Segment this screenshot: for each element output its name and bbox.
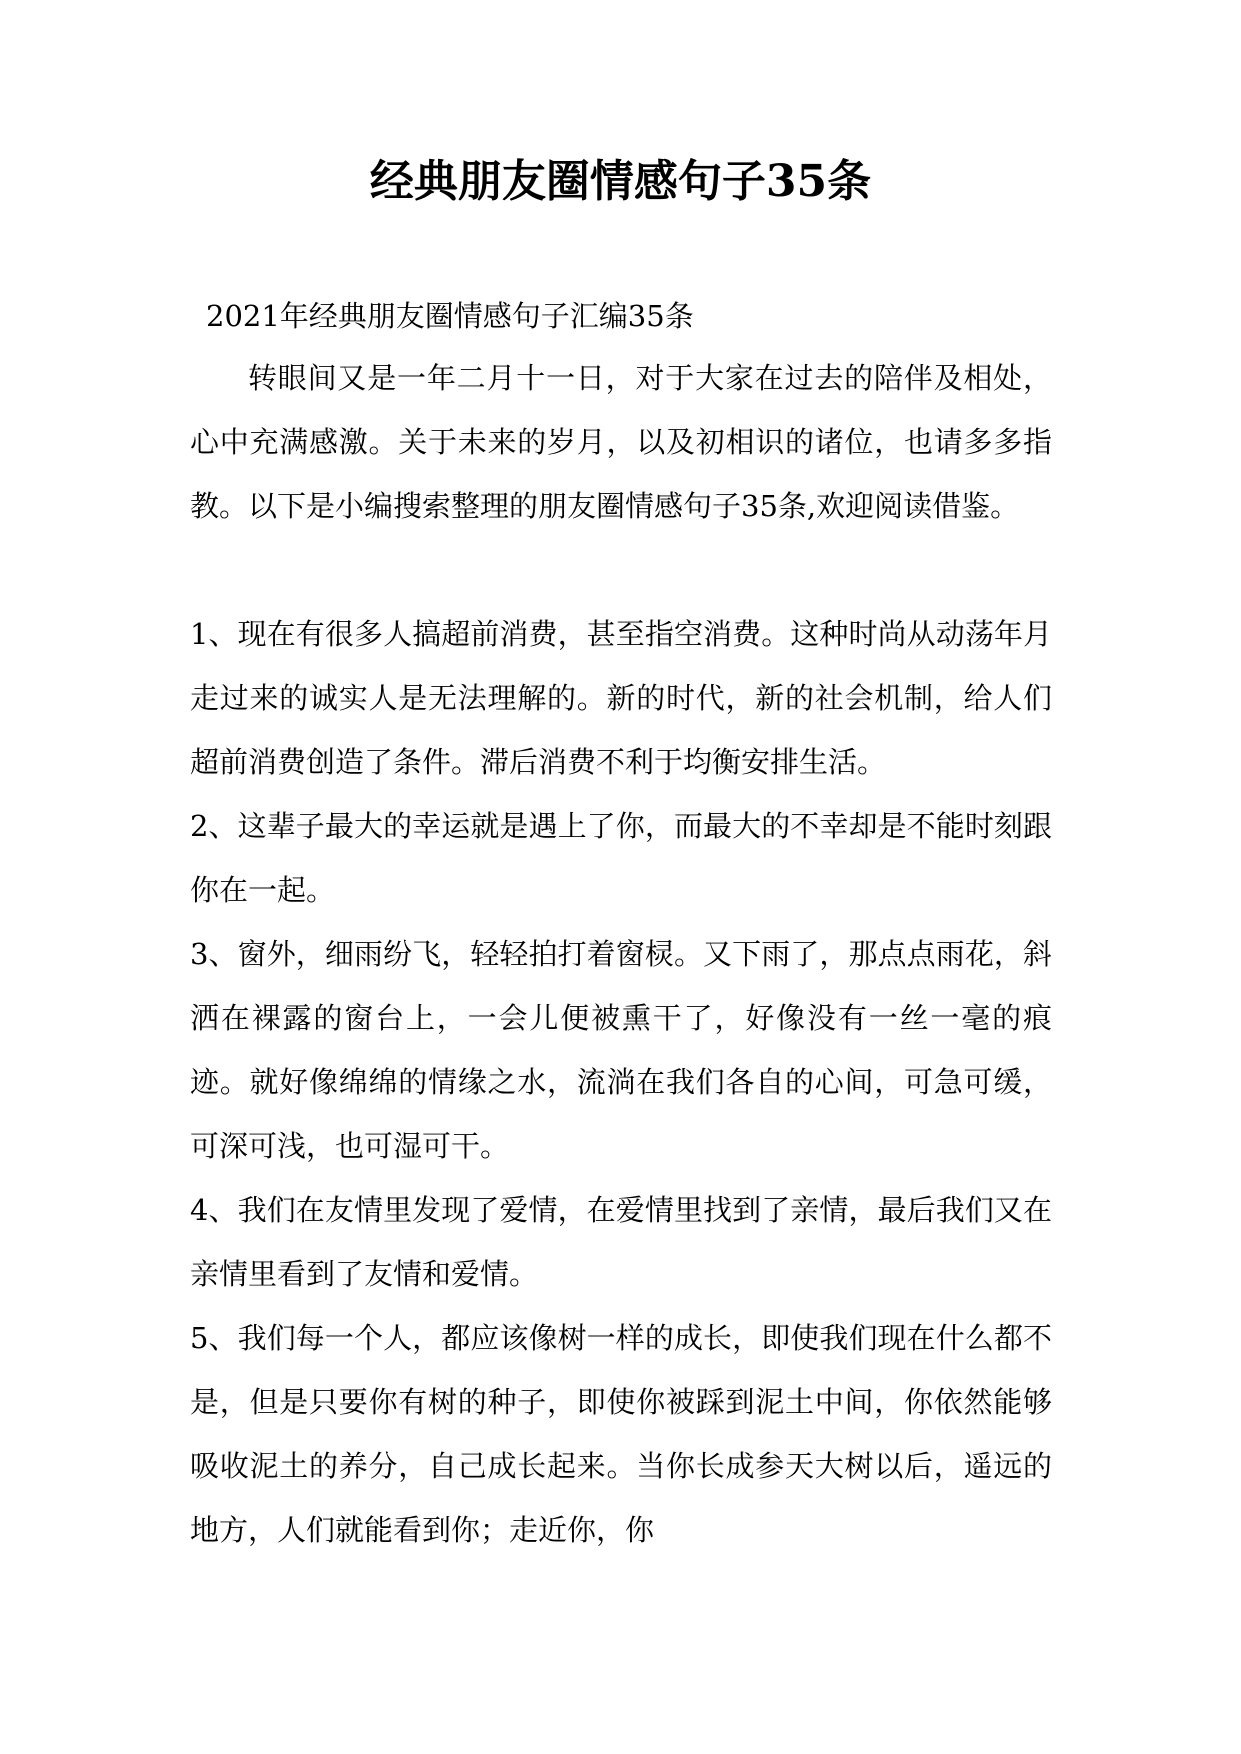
list-item: 1、现在有很多人搞超前消费，甚至指空消费。这种时尚从动荡年月走过来的诚实人是无法理解的。新的时代，新的社会机制，给人们超前消费创造了条件。滞后消费不利于均衡安排生活。 xyxy=(190,617,1052,779)
document-body xyxy=(190,346,1052,1562)
list-item: 2、这辈子最大的幸运就是遇上了你，而最大的不幸却是不能时刻跟你在一起。 xyxy=(190,809,1052,907)
list-item: 4、我们在友情里发现了爱情，在爱情里找到了亲情，最后我们又在亲情里看到了友情和爱情。 xyxy=(190,1193,1052,1291)
document-title: 经典朋友圈情感句子35条 xyxy=(369,156,872,207)
list-item: 5、我们每一个人，都应该像树一样的成长，即使我们现在什么都不是，但是只要你有树的种子，即使你被踩到泥土中间，你依然能够吸收泥土的养分，自己成长起来。当你长成参天大树以后，遥远的地方，人们就能看到你；走近你，你 xyxy=(190,1321,1052,1547)
paragraph-spacer xyxy=(190,538,1052,602)
list-item: 3、窗外，细雨纷飞，轻轻拍打着窗棂。又下雨了，那点点雨花，斜洒在裸露的窗台上，一会儿便被熏干了，好像没有一丝一毫的痕迹。就好像绵绵的情缘之水，流淌在我们各自的心间，可急可缓，可深可浅，也可湿可干。 xyxy=(190,937,1052,1163)
document-subtitle: 2021年经典朋友圈情感句子汇编35条 xyxy=(206,299,694,333)
intro-paragraph: 转眼间又是一年二月十一日，对于大家在过去的陪伴及相处，心中充满感激。关于未来的岁月，以及初相识的诸位，也请多多指教。以下是小编搜索整理的朋友圈情感句子35条,欢迎阅读借鉴。 xyxy=(190,361,1052,523)
